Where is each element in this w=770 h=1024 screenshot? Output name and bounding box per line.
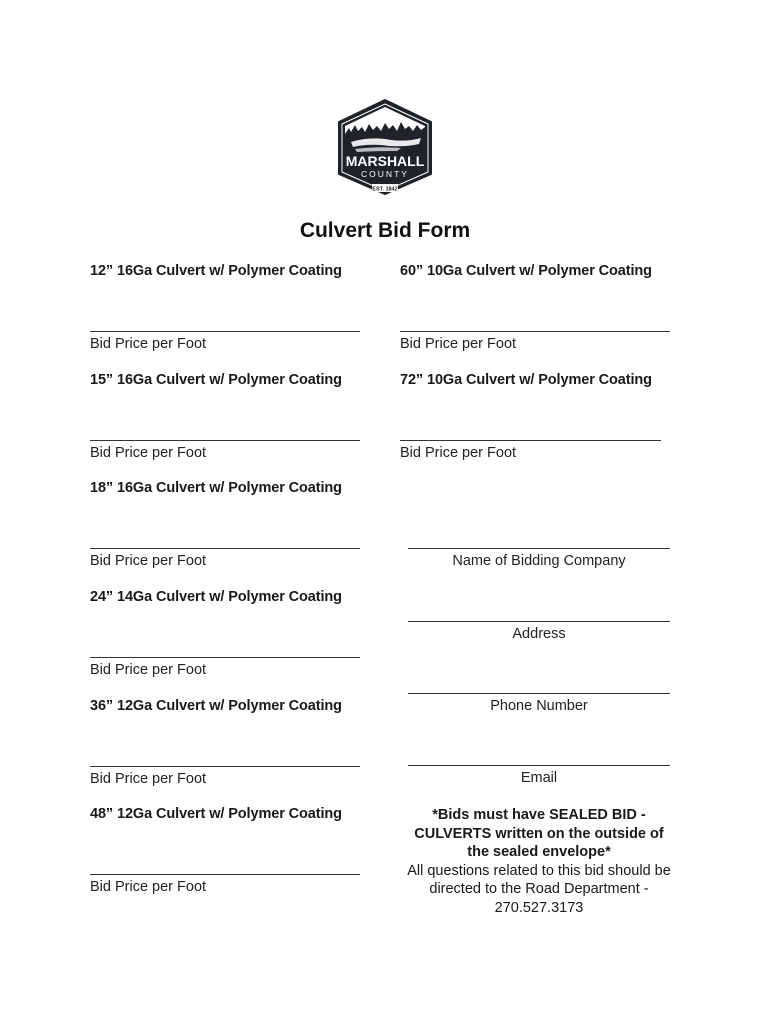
county-badge-icon	[331, 98, 439, 196]
svg-text:EST. 1842: EST. 1842	[372, 186, 398, 193]
item-title-72in: 72” 10Ga Culvert w/ Polymer Coating	[400, 372, 652, 388]
bid-price-label: Bid Price per Foot	[90, 445, 207, 461]
road-department-phone: 270.527.3173	[494, 899, 584, 916]
notice-line-1: All questions related to this bid should be	[407, 862, 671, 879]
bid-price-line-24in[interactable]	[90, 657, 360, 658]
company-name-field[interactable]	[408, 548, 670, 549]
bid-price-label: Bid Price per Foot	[90, 662, 207, 678]
address-field[interactable]	[408, 621, 670, 622]
phone-number-field[interactable]	[408, 693, 670, 694]
item-title-60in: 60” 10Ga Culvert w/ Polymer Coating	[400, 263, 652, 279]
submission-notice	[398, 806, 680, 917]
company-name-label: Name of Bidding Company	[452, 553, 626, 569]
item-title-36in: 36” 12Ga Culvert w/ Polymer Coating	[90, 698, 342, 714]
bid-price-label: Bid Price per Foot	[90, 336, 207, 352]
bid-price-line-15in[interactable]	[90, 440, 360, 441]
phone-number-label: Phone Number	[490, 698, 588, 714]
bid-price-line-12in[interactable]	[90, 331, 360, 332]
notice-bold-line-3: the sealed envelope*	[467, 844, 611, 860]
svg-text:COUNTY: COUNTY	[361, 169, 409, 179]
notice-bold-line-2: CULVERTS written on the outside of	[414, 825, 664, 842]
item-title-24in: 24” 14Ga Culvert w/ Polymer Coating	[90, 589, 342, 605]
email-field[interactable]	[408, 765, 670, 766]
svg-text:MARSHALL: MARSHALL	[345, 153, 425, 169]
bid-price-line-36in[interactable]	[90, 766, 360, 767]
bid-price-label: Bid Price per Foot	[400, 336, 517, 352]
item-title-12in: 12” 16Ga Culvert w/ Polymer Coating	[90, 263, 342, 279]
bid-price-label: Bid Price per Foot	[400, 445, 517, 461]
notice-line-2: directed to the Road Department -	[429, 881, 649, 897]
bid-price-label: Bid Price per Foot	[90, 771, 207, 787]
bid-price-label: Bid Price per Foot	[90, 879, 207, 895]
item-title-48in: 48” 12Ga Culvert w/ Polymer Coating	[90, 806, 342, 822]
notice-bold-line-1: *Bids must have SEALED BID -	[432, 807, 646, 823]
bid-price-line-18in[interactable]	[90, 548, 360, 549]
item-title-15in: 15” 16Ga Culvert w/ Polymer Coating	[90, 372, 342, 388]
bid-price-label: Bid Price per Foot	[90, 553, 207, 569]
bid-price-line-72in[interactable]	[400, 440, 661, 441]
bid-price-line-48in[interactable]	[90, 874, 360, 875]
marshall-county-logo	[331, 98, 439, 196]
page-title: Culvert Bid Form	[299, 219, 471, 242]
address-label: Address	[512, 626, 566, 642]
item-title-18in: 18” 16Ga Culvert w/ Polymer Coating	[90, 480, 342, 496]
bid-price-line-60in[interactable]	[400, 331, 670, 332]
email-label: Email	[520, 770, 558, 786]
